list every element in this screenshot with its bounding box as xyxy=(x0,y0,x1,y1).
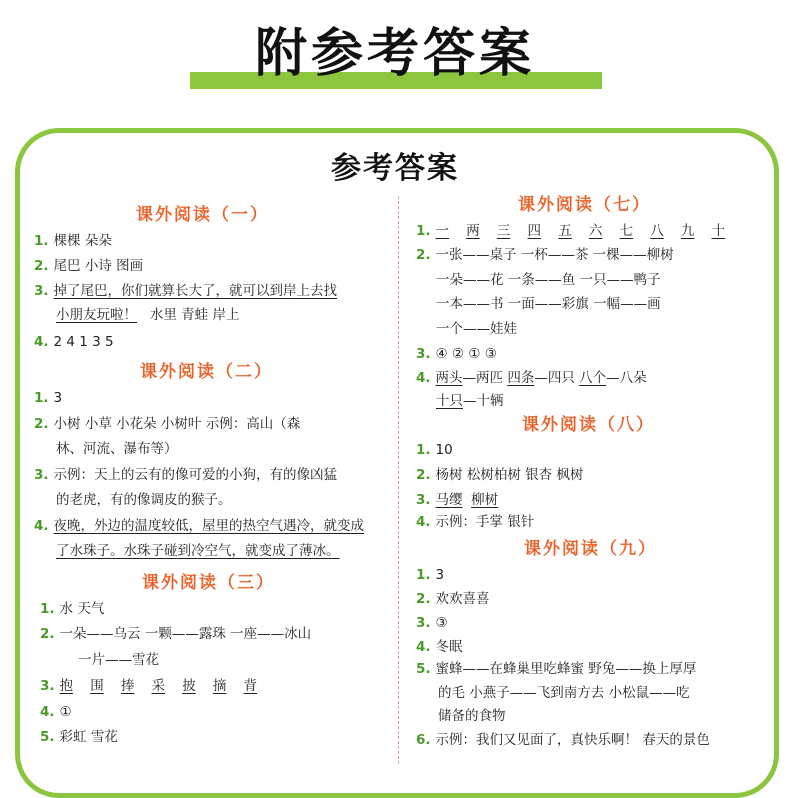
answer-line: 3. 马缨 柳树 xyxy=(416,492,499,508)
page-title: 附参考答案 xyxy=(254,24,535,84)
column-divider xyxy=(398,196,399,764)
section-title-7: 课外阅读（七） xyxy=(518,195,651,215)
answer-line: 2. 欢欢喜喜 xyxy=(416,591,490,607)
answer-line: 4. 示例：手掌 银针 xyxy=(416,514,535,530)
answer-line: 3. ③ xyxy=(416,615,448,631)
answer-line: 十只—十辆 xyxy=(436,393,504,409)
answer-line: 4. 夜晚，外边的温度较低，屋里的热空气遇冷，就变成 xyxy=(34,518,365,534)
answer-line: 4. ① xyxy=(40,704,72,720)
answer-line: 1. 3 xyxy=(416,567,445,583)
answer-line: 5. 蜜蜂——在蜂巢里吃蜂蜜 野兔——换上厚厚 xyxy=(416,661,697,677)
answer-line: 1. 10 xyxy=(416,442,453,458)
answer-line: 2. 一朵——乌云 一颗——露珠 一座——冰山 xyxy=(40,626,312,642)
answer-line: 储备的食物 xyxy=(438,708,506,724)
section-title-3: 课外阅读（三） xyxy=(142,573,275,593)
answer-line: 2. 小树 小草 小花朵 小树叶 示例：高山（森 xyxy=(34,416,301,432)
answer-line: 林、河流、瀑布等） xyxy=(56,441,178,457)
section-title-2: 课外阅读（二） xyxy=(140,362,273,382)
answer-line: 1. 3 xyxy=(34,390,63,406)
answer-line: 2. 尾巴 小诗 图画 xyxy=(34,258,144,274)
answer-line: 了水珠子。水珠子碰到冷空气，就变成了薄冰。 xyxy=(56,543,340,559)
answer-line: 3. 示例：天上的云有的像可爱的小狗，有的像凶猛 xyxy=(34,467,338,483)
answer-line: 3. 抱 围 捧 采 披 摘 背 xyxy=(40,678,258,694)
answer-line: 4. 2 4 1 3 5 xyxy=(34,334,114,350)
answer-line: 6. 示例：我们又见面了，真快乐啊！ 春天的景色 xyxy=(416,732,710,748)
answer-line: 一片——雪花 xyxy=(78,652,159,668)
book-title: 参考答案 xyxy=(331,151,459,186)
answer-line: 4. 冬眠 xyxy=(416,639,463,655)
answer-line: 的老虎，有的像调皮的猴子。 xyxy=(56,492,232,508)
answer-line: 的毛 小燕子——飞到南方去 小松鼠——吃 xyxy=(438,685,690,701)
answer-line: 5. 彩虹 雪花 xyxy=(40,729,118,745)
answer-line: 3. 掉了尾巴，你们就算长大了，就可以到岸上去找 xyxy=(34,283,338,299)
answer-line: 1. 一 两 三 四 五 六 七 八 九 十 xyxy=(416,223,726,239)
section-title-9: 课外阅读（九） xyxy=(524,539,657,559)
answer-line: 小朋友玩啦！ 水里 青蛙 岸上 xyxy=(56,307,240,323)
answer-line: 一朵——花 一条——鱼 一只——鸭子 xyxy=(436,272,661,288)
answer-line: 4. 两头—两匹 四条—四只 八个—八朵 xyxy=(416,370,647,386)
answer-line: 一个——娃娃 xyxy=(436,321,517,337)
answer-line: 2. 杨树 松树柏树 银杏 枫树 xyxy=(416,467,584,483)
answer-line: 2. 一张——桌子 一杯——茶 一棵——柳树 xyxy=(416,247,674,263)
answer-line: 1. 棵棵 朵朵 xyxy=(34,233,112,249)
answer-line: 一本——书 一面——彩旗 一幅——画 xyxy=(436,296,661,312)
answer-line: 3. ④ ② ① ③ xyxy=(416,346,497,362)
section-title-8: 课外阅读（八） xyxy=(522,415,655,435)
section-title-1: 课外阅读（一） xyxy=(136,205,269,225)
answer-line: 1. 水 天气 xyxy=(40,601,105,617)
